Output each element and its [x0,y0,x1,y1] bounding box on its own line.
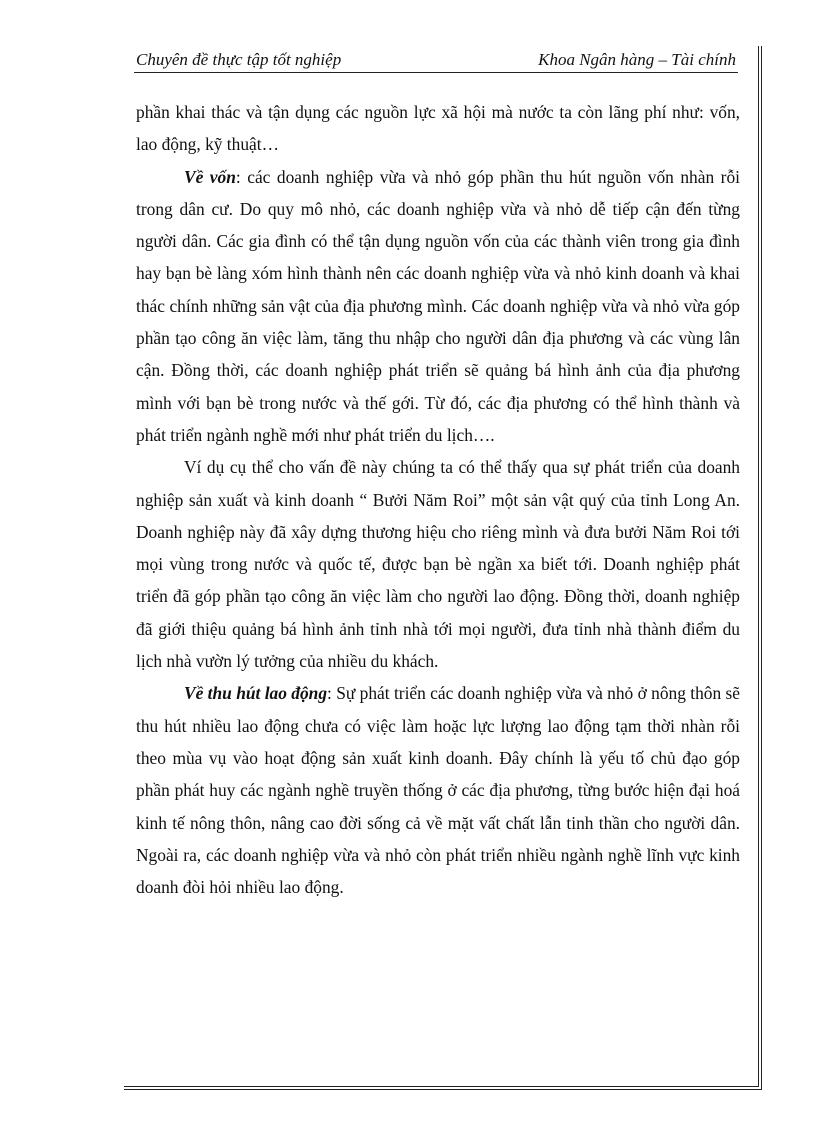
paragraph-labor-text: : Sự phát triển các doanh nghiệp vừa và nhỏ ở nông thôn sẽ thu hút nhiều lao động chưa có việc làm hoặc lực lượng lao động tạm thời nhàn rỗi theo mùa vụ vào hoạt động sản xuất kinh doanh. Đây chính là yếu tố chủ đạo góp phần phát huy các ngành nghề truyền thống ở các địa phương, từng bước hiện đại hoá kinh tế nông thôn, nâng cao đời sống cả về mặt vất chất lẫn tinh thần cho người dân. Ngoài ra, các doanh nghiệp vừa và nhỏ còn phát triển nhiều ngành nghề lĩnh vực kinh doanh đòi hỏi nhiều lao động. [136,683,741,898]
paragraph-continuation: phần khai thác và tận dụng các nguồn lực xã hội mà nước ta còn lãng phí như: vốn, lao động, kỹ thuật… [136,102,740,155]
paragraph-labor-heading: Về thu hút lao động [184,683,328,704]
paragraph-capital-text: : các doanh nghiệp vừa và nhỏ góp phần thu hút nguồn vốn nhàn rỗi trong dân cư. Do quy mô nhỏ, các doanh nghiệp vừa và nhỏ dễ tiếp cận đến từng người dân. Các gia đình có thể tận dụng nguồn vốn của các thành viên trong gia đình hay bạn bè làng xóm hình thành nên các doanh nghiệp vừa và nhỏ kinh doanh và khai thác chính những sản vật của địa phương mình. Các doanh nghiệp vừa và nhỏ vừa góp phần tạo công ăn việc làm, tăng thu nhập cho người dân địa phương và các vùng lân cận. Đồng thời, các doanh nghiệp phát triển sẽ quảng bá hình ảnh của địa phương mình với bạn bè trong nước và thế gới. Từ đó, các địa phương có thể hình thành và phát triển ngành nghề mới như phát triển du lịch…. [136,166,740,445]
paragraph-labor [136,677,740,903]
paragraph-capital-heading: Về vốn [184,166,236,187]
header-document-title: Chuyên đề thực tập tốt nghiệp [136,50,342,69]
page-header [134,48,738,73]
document-body [136,96,740,903]
header-department: Khoa Ngân hàng – Tài chính [538,50,736,69]
paragraph-example: Ví dụ cụ thể cho vấn đề này chúng ta có thể thấy qua sự phát triển của doanh nghiệp sản xuất và kinh doanh “ Bưởi Năm Roi” một sản vật quý của tỉnh Long An. Doanh nghiệp này đã xây dựng thương hiệu cho riêng mình và đưa bưởi Năm Roi tới mọi vùng trong nước và quốc tế, được bạn bè ngần xa biết tới. Doanh nghiệp phát triển đã góp phần tạo công ăn việc làm cho người lao động. Đồng thời, doanh nghiệp đã giới thiệu quảng bá hình ảnh tỉnh nhà tới mọi người, đưa tỉnh nhà thành điểm du lịch nhà vườn lý tưởng của nhiều du khách. [136,457,740,672]
paragraph-capital [136,161,740,452]
